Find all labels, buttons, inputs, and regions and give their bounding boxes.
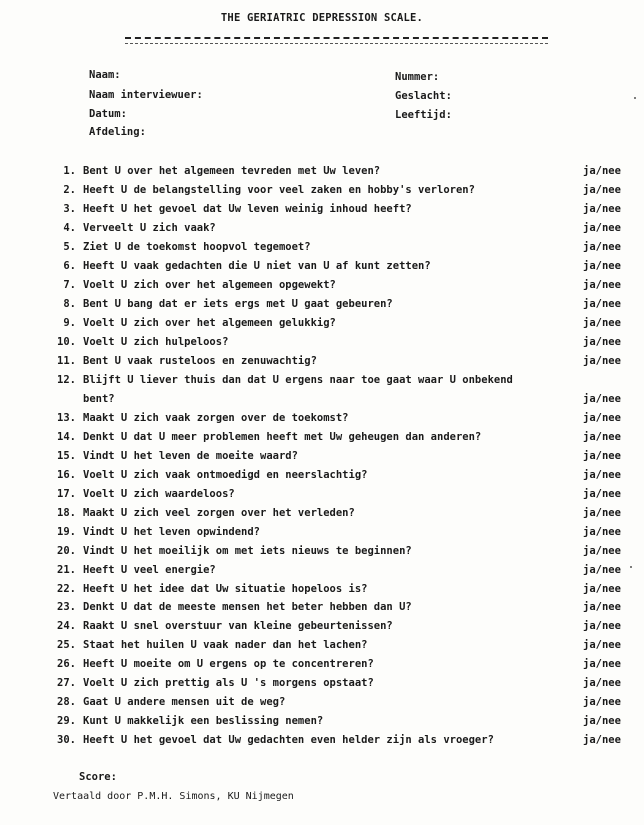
question-4	[0, 222, 644, 240]
question-text: Heeft U het gevoel dat Uw gedachten even helder zijn als vroeger?	[83, 734, 494, 746]
question-number: 20.	[57, 545, 76, 557]
question-21	[0, 564, 644, 582]
question-text: Heeft U veel energie?	[83, 564, 216, 576]
question-text: Maakt U zich vaak zorgen over de toekomst?	[83, 412, 349, 424]
question-text: Heeft U vaak gedachten die U niet van U af kunt zetten?	[83, 260, 431, 272]
question-number: 9.	[63, 317, 76, 329]
answer-options: ja/nee	[583, 507, 621, 519]
question-12	[0, 374, 644, 392]
question-30	[0, 734, 644, 752]
question-number: 7.	[63, 279, 76, 291]
score-label: Score:	[79, 771, 117, 783]
question-9	[0, 317, 644, 335]
question-number: 12.	[57, 374, 76, 386]
answer-options: ja/nee	[583, 298, 621, 310]
answer-options: ja/nee	[583, 601, 621, 613]
question-25	[0, 639, 644, 657]
answer-options: ja/nee	[583, 431, 621, 443]
answer-options: ja/nee	[583, 488, 621, 500]
answer-options: ja/nee	[583, 184, 621, 196]
question-19	[0, 526, 644, 544]
question-text: Heeft U het gevoel dat Uw leven weinig inhoud heeft?	[83, 203, 412, 215]
answer-options: ja/nee	[583, 734, 621, 746]
answer-options: ja/nee	[583, 526, 621, 538]
question-number: 15.	[57, 450, 76, 462]
question-18	[0, 507, 644, 525]
question-text: Kunt U makkelijk een beslissing nemen?	[83, 715, 324, 727]
title-rule	[125, 37, 548, 44]
question-number: 10.	[57, 336, 76, 348]
question-number: 18.	[57, 507, 76, 519]
question-27	[0, 677, 644, 695]
question-17	[0, 488, 644, 506]
question-text: Bent U bang dat er iets ergs met U gaat gebeuren?	[83, 298, 393, 310]
question-number: 19.	[57, 526, 76, 538]
question-number: 4.	[63, 222, 76, 234]
question-7	[0, 279, 644, 297]
scan-speck	[630, 566, 632, 568]
question-number: 3.	[63, 203, 76, 215]
question-text: Ziet U de toekomst hoopvol tegemoet?	[83, 241, 311, 253]
question-number: 24.	[57, 620, 76, 632]
question-2	[0, 184, 644, 202]
answer-options: ja/nee	[583, 393, 621, 405]
answer-options: ja/nee	[583, 317, 621, 329]
question-number: 25.	[57, 639, 76, 651]
question-5	[0, 241, 644, 259]
field-nummer: Nummer:	[395, 71, 440, 83]
question-29	[0, 715, 644, 733]
question-number: 1.	[63, 165, 76, 177]
question-text-continued: bent?	[83, 393, 115, 405]
question-number: 22.	[57, 583, 76, 595]
question-12-continued	[0, 393, 644, 411]
question-text: Verveelt U zich vaak?	[83, 222, 216, 234]
question-23	[0, 601, 644, 619]
question-text: Staat het huilen U vaak nader dan het lachen?	[83, 639, 368, 651]
question-text: Denkt U dat U meer problemen heeft met Uw geheugen dan anderen?	[83, 431, 482, 443]
question-text: Voelt U zich over het algemeen gelukkig?	[83, 317, 336, 329]
answer-options: ja/nee	[583, 222, 621, 234]
question-text: Heeft U het idee dat Uw situatie hopeloos is?	[83, 583, 368, 595]
answer-options: ja/nee	[583, 279, 621, 291]
question-number: 11.	[57, 355, 76, 367]
question-number: 2.	[63, 184, 76, 196]
question-text: Vindt U het moeilijk om met iets nieuws te beginnen?	[83, 545, 412, 557]
question-number: 5.	[63, 241, 76, 253]
question-3	[0, 203, 644, 221]
question-text: Voelt U zich over het algemeen opgewekt?	[83, 279, 336, 291]
field-datum: Datum:	[89, 108, 127, 120]
question-text: Gaat U andere mensen uit de weg?	[83, 696, 286, 708]
question-26	[0, 658, 644, 676]
answer-options: ja/nee	[583, 450, 621, 462]
answer-options: ja/nee	[583, 165, 621, 177]
question-text: Bent U vaak rusteloos en zenuwachtig?	[83, 355, 317, 367]
question-20	[0, 545, 644, 563]
question-number: 16.	[57, 469, 76, 481]
question-number: 30.	[57, 734, 76, 746]
question-text: Vindt U het leven de moeite waard?	[83, 450, 298, 462]
question-1	[0, 165, 644, 183]
field-naam: Naam:	[89, 69, 121, 81]
answer-options: ja/nee	[583, 241, 621, 253]
question-number: 27.	[57, 677, 76, 689]
question-text: Bent U over het algemeen tevreden met Uw leven?	[83, 165, 381, 177]
answer-options: ja/nee	[583, 658, 621, 670]
question-22	[0, 583, 644, 601]
question-6	[0, 260, 644, 278]
answer-options: ja/nee	[583, 260, 621, 272]
answer-options: ja/nee	[583, 715, 621, 727]
question-number: 6.	[63, 260, 76, 272]
question-text: Raakt U snel overstuur van kleine gebeurtenissen?	[83, 620, 393, 632]
question-text: Blijft U liever thuis dan dat U ergens naar toe gaat waar U onbekend	[83, 374, 513, 386]
answer-options: ja/nee	[583, 639, 621, 651]
question-text: Voelt U zich waardeloos?	[83, 488, 235, 500]
answer-options: ja/nee	[583, 583, 621, 595]
question-text: Voelt U zich vaak ontmoedigd en neerslachtig?	[83, 469, 368, 481]
field-geslacht: Geslacht:	[395, 90, 452, 102]
question-16	[0, 469, 644, 487]
scan-speck	[634, 97, 636, 99]
translation-note: Vertaald door P.M.H. Simons, KU Nijmegen	[53, 791, 294, 802]
answer-options: ja/nee	[583, 620, 621, 632]
field-leeftijd: Leeftijd:	[395, 109, 452, 121]
answer-options: ja/nee	[583, 564, 621, 576]
question-text: Heeft U de belangstelling voor veel zaken en hobby's verloren?	[83, 184, 475, 196]
question-number: 8.	[63, 298, 76, 310]
question-13	[0, 412, 644, 430]
answer-options: ja/nee	[583, 696, 621, 708]
answer-options: ja/nee	[583, 545, 621, 557]
field-naam-interviewer: Naam interviewuer:	[89, 89, 203, 101]
question-number: 28.	[57, 696, 76, 708]
question-24	[0, 620, 644, 638]
question-number: 14.	[57, 431, 76, 443]
question-text: Heeft U moeite om U ergens op te concentreren?	[83, 658, 374, 670]
question-number: 26.	[57, 658, 76, 670]
question-number: 17.	[57, 488, 76, 500]
answer-options: ja/nee	[583, 677, 621, 689]
answer-options: ja/nee	[583, 412, 621, 424]
question-number: 13.	[57, 412, 76, 424]
question-number: 29.	[57, 715, 76, 727]
question-text: Maakt U zich veel zorgen over het verleden?	[83, 507, 355, 519]
question-text: Voelt U zich prettig als U 's morgens opstaat?	[83, 677, 374, 689]
question-text: Voelt U zich hulpeloos?	[83, 336, 229, 348]
question-11	[0, 355, 644, 373]
question-14	[0, 431, 644, 449]
question-number: 21.	[57, 564, 76, 576]
question-15	[0, 450, 644, 468]
answer-options: ja/nee	[583, 203, 621, 215]
question-28	[0, 696, 644, 714]
field-afdeling: Afdeling:	[89, 126, 146, 138]
question-text: Denkt U dat de meeste mensen het beter hebben dan U?	[83, 601, 412, 613]
question-8	[0, 298, 644, 316]
page-title: THE GERIATRIC DEPRESSION SCALE.	[220, 12, 424, 24]
answer-options: ja/nee	[583, 355, 621, 367]
answer-options: ja/nee	[583, 469, 621, 481]
question-10	[0, 336, 644, 354]
question-text: Vindt U het leven opwindend?	[83, 526, 261, 538]
question-number: 23.	[57, 601, 76, 613]
answer-options: ja/nee	[583, 336, 621, 348]
